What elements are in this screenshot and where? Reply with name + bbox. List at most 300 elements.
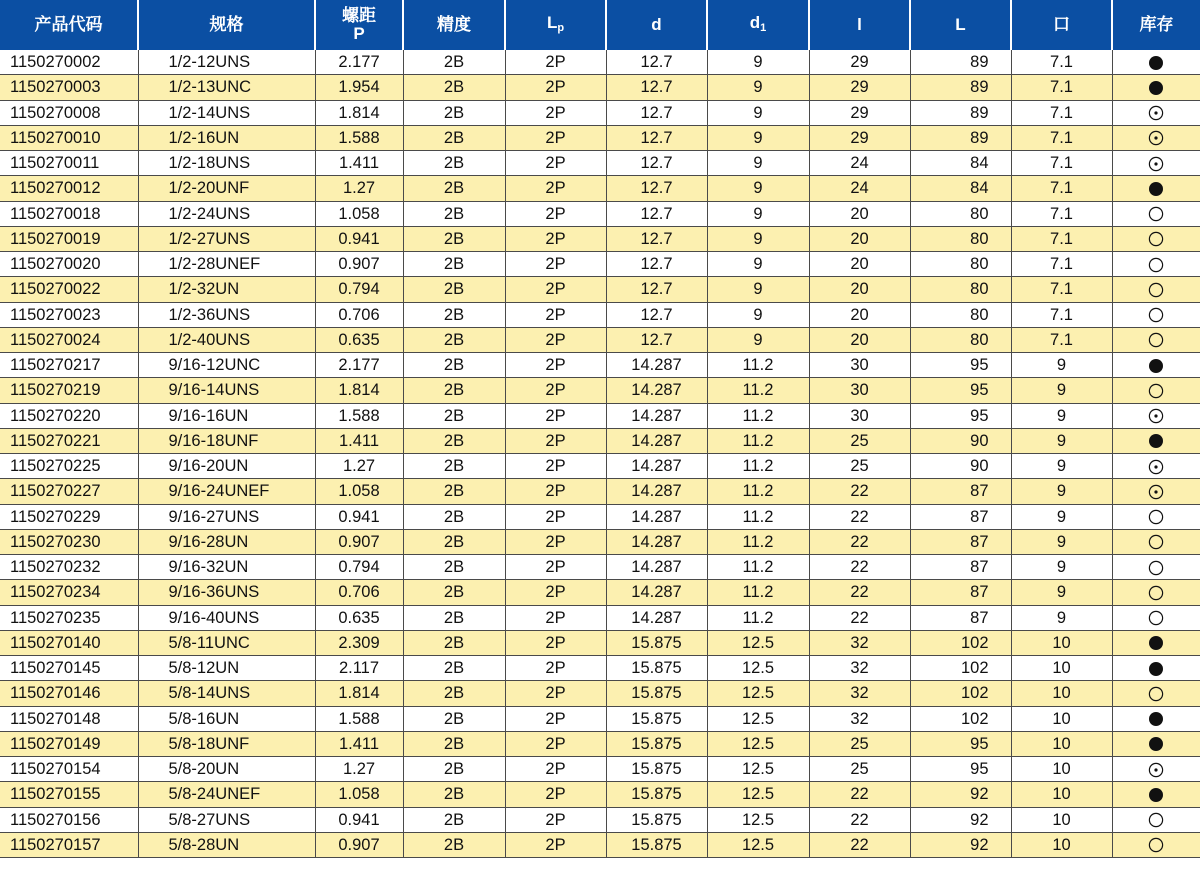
- cell-square: 9: [1011, 605, 1112, 630]
- stock-empty-circle-icon: [1148, 837, 1164, 853]
- cell-pitch: 2.177: [315, 50, 403, 75]
- cell-stock: [1112, 479, 1200, 504]
- cell-stock: [1112, 555, 1200, 580]
- cell-grade: 2B: [403, 176, 505, 201]
- header-code: 产品代码: [0, 0, 138, 50]
- cell-square: 9: [1011, 555, 1112, 580]
- cell-stock: [1112, 757, 1200, 782]
- cell-lp: 2P: [505, 302, 606, 327]
- cell-stock: [1112, 706, 1200, 731]
- cell-lp: 2P: [505, 226, 606, 251]
- cell-lp: 2P: [505, 75, 606, 100]
- header-L: L: [910, 0, 1011, 50]
- cell-d1: 9: [707, 50, 809, 75]
- cell-code: 1150270156: [0, 807, 138, 832]
- cell-square: 9: [1011, 454, 1112, 479]
- stock-empty-circle-icon: [1148, 534, 1164, 550]
- stock-empty-circle-icon: [1148, 307, 1164, 323]
- cell-L: 89: [910, 75, 1011, 100]
- cell-l: 20: [809, 252, 910, 277]
- cell-d1: 12.5: [707, 681, 809, 706]
- cell-d1: 11.2: [707, 504, 809, 529]
- cell-stock: [1112, 252, 1200, 277]
- cell-l: 24: [809, 151, 910, 176]
- cell-L: 87: [910, 504, 1011, 529]
- cell-code: 1150270149: [0, 731, 138, 756]
- cell-d1: 9: [707, 100, 809, 125]
- stock-empty-circle-icon: [1148, 812, 1164, 828]
- cell-spec: 1/2-28UNEF: [138, 252, 315, 277]
- cell-d1: 12.5: [707, 656, 809, 681]
- table-row: [0, 807, 1200, 832]
- table-row: [0, 504, 1200, 529]
- cell-grade: 2B: [403, 327, 505, 352]
- cell-code: 1150270020: [0, 252, 138, 277]
- cell-d: 15.875: [606, 782, 707, 807]
- cell-spec: 5/8-20UN: [138, 757, 315, 782]
- table-row: [0, 428, 1200, 453]
- cell-lp: 2P: [505, 403, 606, 428]
- cell-stock: [1112, 605, 1200, 630]
- stock-empty-circle-icon: [1148, 332, 1164, 348]
- cell-stock: [1112, 656, 1200, 681]
- cell-pitch: 1.411: [315, 731, 403, 756]
- cell-square: 7.1: [1011, 277, 1112, 302]
- cell-d1: 12.5: [707, 832, 809, 857]
- cell-code: 1150270022: [0, 277, 138, 302]
- table-row: [0, 580, 1200, 605]
- cell-square: 7.1: [1011, 252, 1112, 277]
- header-l: l: [809, 0, 910, 50]
- cell-l: 30: [809, 403, 910, 428]
- cell-square: 7.1: [1011, 302, 1112, 327]
- cell-stock: [1112, 580, 1200, 605]
- cell-square: 9: [1011, 529, 1112, 554]
- cell-d: 15.875: [606, 656, 707, 681]
- cell-grade: 2B: [403, 529, 505, 554]
- cell-grade: 2B: [403, 378, 505, 403]
- cell-pitch: 1.411: [315, 151, 403, 176]
- cell-spec: 9/16-14UNS: [138, 378, 315, 403]
- cell-d: 12.7: [606, 302, 707, 327]
- cell-L: 80: [910, 302, 1011, 327]
- cell-lp: 2P: [505, 479, 606, 504]
- cell-l: 32: [809, 681, 910, 706]
- stock-dot-circle-icon: [1148, 156, 1164, 172]
- cell-L: 92: [910, 782, 1011, 807]
- cell-square: 7.1: [1011, 75, 1112, 100]
- table-body: [0, 50, 1200, 858]
- cell-grade: 2B: [403, 630, 505, 655]
- cell-stock: [1112, 201, 1200, 226]
- cell-d1: 9: [707, 277, 809, 302]
- cell-code: 1150270019: [0, 226, 138, 251]
- table-row: [0, 100, 1200, 125]
- cell-pitch: 2.309: [315, 630, 403, 655]
- cell-spec: 5/8-18UNF: [138, 731, 315, 756]
- cell-L: 90: [910, 454, 1011, 479]
- cell-d1: 11.2: [707, 605, 809, 630]
- cell-d1: 11.2: [707, 378, 809, 403]
- cell-d: 12.7: [606, 151, 707, 176]
- stock-filled-circle-icon: [1148, 787, 1164, 803]
- cell-l: 25: [809, 454, 910, 479]
- cell-grade: 2B: [403, 151, 505, 176]
- header-grade: 精度: [403, 0, 505, 50]
- cell-square: 10: [1011, 832, 1112, 857]
- cell-l: 22: [809, 807, 910, 832]
- cell-d: 14.287: [606, 428, 707, 453]
- cell-d: 14.287: [606, 529, 707, 554]
- cell-d1: 11.2: [707, 529, 809, 554]
- cell-l: 32: [809, 630, 910, 655]
- cell-pitch: 1.058: [315, 782, 403, 807]
- cell-pitch: 0.941: [315, 504, 403, 529]
- cell-square: 7.1: [1011, 50, 1112, 75]
- cell-l: 29: [809, 100, 910, 125]
- cell-d: 12.7: [606, 277, 707, 302]
- cell-grade: 2B: [403, 782, 505, 807]
- cell-l: 22: [809, 529, 910, 554]
- table-row: [0, 151, 1200, 176]
- stock-empty-circle-icon: [1148, 257, 1164, 273]
- cell-lp: 2P: [505, 807, 606, 832]
- cell-l: 25: [809, 428, 910, 453]
- cell-code: 1150270018: [0, 201, 138, 226]
- cell-grade: 2B: [403, 252, 505, 277]
- cell-L: 95: [910, 353, 1011, 378]
- cell-lp: 2P: [505, 757, 606, 782]
- cell-spec: 1/2-32UN: [138, 277, 315, 302]
- cell-lp: 2P: [505, 176, 606, 201]
- cell-L: 84: [910, 176, 1011, 201]
- cell-grade: 2B: [403, 75, 505, 100]
- cell-code: 1150270023: [0, 302, 138, 327]
- cell-d1: 11.2: [707, 479, 809, 504]
- cell-spec: 9/16-16UN: [138, 403, 315, 428]
- stock-filled-circle-icon: [1148, 433, 1164, 449]
- cell-l: 29: [809, 50, 910, 75]
- cell-L: 87: [910, 605, 1011, 630]
- cell-d1: 9: [707, 226, 809, 251]
- cell-grade: 2B: [403, 706, 505, 731]
- cell-square: 9: [1011, 403, 1112, 428]
- cell-l: 20: [809, 201, 910, 226]
- cell-spec: 5/8-27UNS: [138, 807, 315, 832]
- cell-stock: [1112, 681, 1200, 706]
- cell-L: 89: [910, 125, 1011, 150]
- cell-stock: [1112, 504, 1200, 529]
- cell-square: 9: [1011, 353, 1112, 378]
- cell-l: 32: [809, 656, 910, 681]
- cell-L: 80: [910, 226, 1011, 251]
- cell-d: 14.287: [606, 555, 707, 580]
- cell-spec: 1/2-40UNS: [138, 327, 315, 352]
- cell-d: 12.7: [606, 176, 707, 201]
- table-row: [0, 731, 1200, 756]
- cell-lp: 2P: [505, 630, 606, 655]
- cell-grade: 2B: [403, 454, 505, 479]
- cell-d1: 12.5: [707, 630, 809, 655]
- cell-spec: 9/16-24UNEF: [138, 479, 315, 504]
- cell-code: 1150270148: [0, 706, 138, 731]
- cell-spec: 5/8-16UN: [138, 706, 315, 731]
- cell-code: 1150270227: [0, 479, 138, 504]
- cell-l: 20: [809, 277, 910, 302]
- header-pitch: 螺距 P: [315, 0, 403, 50]
- cell-stock: [1112, 176, 1200, 201]
- cell-lp: 2P: [505, 50, 606, 75]
- cell-stock: [1112, 302, 1200, 327]
- cell-d: 12.7: [606, 125, 707, 150]
- cell-spec: 1/2-24UNS: [138, 201, 315, 226]
- cell-l: 29: [809, 75, 910, 100]
- stock-empty-circle-icon: [1148, 282, 1164, 298]
- cell-d1: 9: [707, 252, 809, 277]
- cell-L: 80: [910, 252, 1011, 277]
- cell-spec: 5/8-11UNC: [138, 630, 315, 655]
- cell-d: 14.287: [606, 353, 707, 378]
- cell-grade: 2B: [403, 731, 505, 756]
- cell-pitch: 0.907: [315, 529, 403, 554]
- cell-spec: 9/16-28UN: [138, 529, 315, 554]
- stock-filled-circle-icon: [1148, 80, 1164, 96]
- cell-d: 14.287: [606, 605, 707, 630]
- stock-filled-circle-icon: [1148, 661, 1164, 677]
- cell-spec: 1/2-27UNS: [138, 226, 315, 251]
- cell-grade: 2B: [403, 681, 505, 706]
- cell-grade: 2B: [403, 428, 505, 453]
- stock-empty-circle-icon: [1148, 610, 1164, 626]
- cell-l: 22: [809, 555, 910, 580]
- cell-grade: 2B: [403, 605, 505, 630]
- cell-L: 95: [910, 378, 1011, 403]
- cell-code: 1150270234: [0, 580, 138, 605]
- cell-code: 1150270217: [0, 353, 138, 378]
- cell-spec: 9/16-12UNC: [138, 353, 315, 378]
- cell-d1: 11.2: [707, 580, 809, 605]
- stock-empty-circle-icon: [1148, 231, 1164, 247]
- stock-dot-circle-icon: [1148, 408, 1164, 424]
- cell-grade: 2B: [403, 353, 505, 378]
- cell-pitch: 0.706: [315, 580, 403, 605]
- stock-filled-circle-icon: [1148, 635, 1164, 651]
- cell-l: 24: [809, 176, 910, 201]
- cell-grade: 2B: [403, 50, 505, 75]
- stock-empty-circle-icon: [1148, 509, 1164, 525]
- cell-d1: 9: [707, 201, 809, 226]
- cell-grade: 2B: [403, 479, 505, 504]
- table-row: [0, 605, 1200, 630]
- cell-l: 20: [809, 226, 910, 251]
- stock-empty-circle-icon: [1148, 206, 1164, 222]
- cell-spec: 1/2-14UNS: [138, 100, 315, 125]
- cell-d: 12.7: [606, 75, 707, 100]
- cell-stock: [1112, 454, 1200, 479]
- cell-grade: 2B: [403, 403, 505, 428]
- cell-lp: 2P: [505, 454, 606, 479]
- cell-L: 102: [910, 630, 1011, 655]
- cell-code: 1150270225: [0, 454, 138, 479]
- table-row: [0, 403, 1200, 428]
- cell-lp: 2P: [505, 428, 606, 453]
- cell-grade: 2B: [403, 807, 505, 832]
- cell-stock: [1112, 75, 1200, 100]
- table-row: [0, 75, 1200, 100]
- cell-stock: [1112, 731, 1200, 756]
- stock-filled-circle-icon: [1148, 358, 1164, 374]
- table-row: [0, 681, 1200, 706]
- cell-code: 1150270230: [0, 529, 138, 554]
- cell-code: 1150270146: [0, 681, 138, 706]
- cell-stock: [1112, 630, 1200, 655]
- cell-spec: 1/2-12UNS: [138, 50, 315, 75]
- cell-d: 15.875: [606, 807, 707, 832]
- cell-l: 29: [809, 125, 910, 150]
- cell-pitch: 1.588: [315, 125, 403, 150]
- cell-d1: 12.5: [707, 706, 809, 731]
- cell-stock: [1112, 353, 1200, 378]
- cell-stock: [1112, 378, 1200, 403]
- cell-pitch: 1.954: [315, 75, 403, 100]
- cell-spec: 5/8-24UNEF: [138, 782, 315, 807]
- cell-d: 12.7: [606, 201, 707, 226]
- cell-spec: 1/2-20UNF: [138, 176, 315, 201]
- cell-code: 1150270140: [0, 630, 138, 655]
- cell-l: 30: [809, 353, 910, 378]
- cell-grade: 2B: [403, 757, 505, 782]
- cell-d: 15.875: [606, 832, 707, 857]
- header-d: d: [606, 0, 707, 50]
- cell-square: 7.1: [1011, 125, 1112, 150]
- cell-spec: 9/16-36UNS: [138, 580, 315, 605]
- cell-lp: 2P: [505, 353, 606, 378]
- cell-lp: 2P: [505, 100, 606, 125]
- cell-code: 1150270154: [0, 757, 138, 782]
- cell-pitch: 0.794: [315, 555, 403, 580]
- cell-grade: 2B: [403, 201, 505, 226]
- cell-code: 1150270232: [0, 555, 138, 580]
- cell-L: 89: [910, 50, 1011, 75]
- cell-lp: 2P: [505, 201, 606, 226]
- cell-grade: 2B: [403, 277, 505, 302]
- cell-d1: 11.2: [707, 403, 809, 428]
- cell-pitch: 1.058: [315, 201, 403, 226]
- cell-pitch: 0.794: [315, 277, 403, 302]
- cell-lp: 2P: [505, 731, 606, 756]
- cell-lp: 2P: [505, 555, 606, 580]
- cell-stock: [1112, 226, 1200, 251]
- cell-square: 7.1: [1011, 151, 1112, 176]
- cell-square: 10: [1011, 630, 1112, 655]
- cell-l: 25: [809, 757, 910, 782]
- cell-d1: 12.5: [707, 757, 809, 782]
- cell-lp: 2P: [505, 151, 606, 176]
- table-row: [0, 757, 1200, 782]
- header-row: [0, 0, 1200, 50]
- cell-code: 1150270012: [0, 176, 138, 201]
- cell-d: 12.7: [606, 100, 707, 125]
- stock-filled-circle-icon: [1148, 711, 1164, 727]
- cell-stock: [1112, 529, 1200, 554]
- cell-L: 92: [910, 832, 1011, 857]
- cell-spec: 9/16-18UNF: [138, 428, 315, 453]
- cell-code: 1150270011: [0, 151, 138, 176]
- table-row: [0, 201, 1200, 226]
- cell-l: 22: [809, 782, 910, 807]
- cell-stock: [1112, 50, 1200, 75]
- cell-pitch: 0.706: [315, 302, 403, 327]
- cell-lp: 2P: [505, 125, 606, 150]
- cell-code: 1150270229: [0, 504, 138, 529]
- cell-pitch: 0.941: [315, 807, 403, 832]
- cell-pitch: 1.058: [315, 479, 403, 504]
- table-row: [0, 176, 1200, 201]
- cell-grade: 2B: [403, 580, 505, 605]
- cell-d: 12.7: [606, 50, 707, 75]
- cell-code: 1150270010: [0, 125, 138, 150]
- cell-code: 1150270235: [0, 605, 138, 630]
- cell-d1: 9: [707, 176, 809, 201]
- cell-pitch: 1.411: [315, 428, 403, 453]
- cell-d: 15.875: [606, 706, 707, 731]
- cell-L: 95: [910, 731, 1011, 756]
- cell-lp: 2P: [505, 605, 606, 630]
- cell-lp: 2P: [505, 832, 606, 857]
- cell-spec: 1/2-36UNS: [138, 302, 315, 327]
- cell-lp: 2P: [505, 327, 606, 352]
- cell-square: 7.1: [1011, 327, 1112, 352]
- cell-d1: 11.2: [707, 555, 809, 580]
- cell-L: 102: [910, 681, 1011, 706]
- cell-code: 1150270221: [0, 428, 138, 453]
- cell-square: 9: [1011, 504, 1112, 529]
- table-row: [0, 327, 1200, 352]
- cell-L: 80: [910, 327, 1011, 352]
- cell-l: 32: [809, 706, 910, 731]
- cell-d: 12.7: [606, 226, 707, 251]
- cell-L: 95: [910, 403, 1011, 428]
- cell-stock: [1112, 782, 1200, 807]
- cell-stock: [1112, 327, 1200, 352]
- stock-dot-circle-icon: [1148, 105, 1164, 121]
- cell-l: 20: [809, 302, 910, 327]
- cell-grade: 2B: [403, 302, 505, 327]
- cell-grade: 2B: [403, 504, 505, 529]
- stock-empty-circle-icon: [1148, 560, 1164, 576]
- cell-l: 22: [809, 832, 910, 857]
- cell-square: 7.1: [1011, 176, 1112, 201]
- table-row: [0, 832, 1200, 857]
- cell-pitch: 2.177: [315, 353, 403, 378]
- cell-stock: [1112, 277, 1200, 302]
- cell-pitch: 0.635: [315, 327, 403, 352]
- cell-L: 84: [910, 151, 1011, 176]
- cell-square: 10: [1011, 681, 1112, 706]
- cell-lp: 2P: [505, 681, 606, 706]
- cell-L: 102: [910, 706, 1011, 731]
- cell-lp: 2P: [505, 252, 606, 277]
- stock-filled-circle-icon: [1148, 181, 1164, 197]
- cell-grade: 2B: [403, 226, 505, 251]
- cell-L: 102: [910, 656, 1011, 681]
- cell-stock: [1112, 125, 1200, 150]
- cell-L: 80: [910, 201, 1011, 226]
- cell-d1: 12.5: [707, 782, 809, 807]
- cell-stock: [1112, 151, 1200, 176]
- cell-pitch: 0.907: [315, 832, 403, 857]
- cell-L: 90: [910, 428, 1011, 453]
